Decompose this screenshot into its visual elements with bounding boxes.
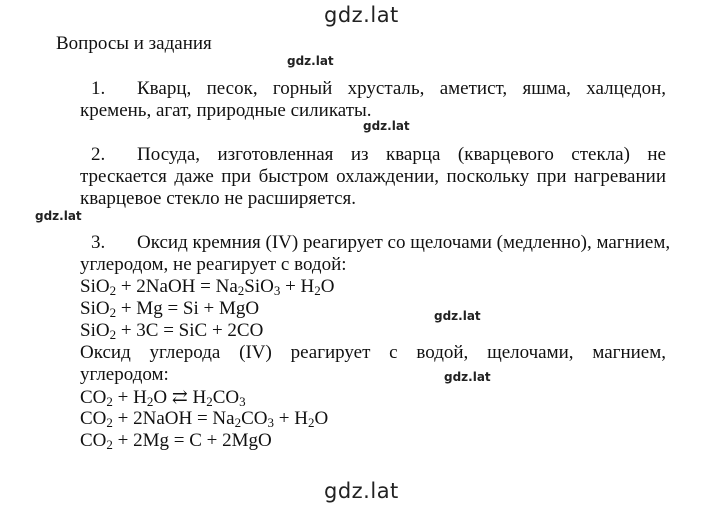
equation-co2-mg: $CO_2 + 2Mg = C + 2MgO$ <box>80 430 272 452</box>
watermark-small-1: gdz.lat <box>287 54 334 68</box>
equation-co2-h2o: $CO_2 + H_2O$ ⇄ $H_2CO_3$ <box>80 387 246 409</box>
equation-sio2-mg: SiO$_2$ + Mg = Si + MgO <box>80 298 260 320</box>
q3-number: 3. <box>91 232 106 253</box>
q3-line-1 <box>91 232 671 254</box>
q1-number: 1. <box>91 78 106 99</box>
equation-co2-naoh: $CO_2$ + 2NaOH = $Na_2CO_3 + H_2O$ <box>80 408 329 430</box>
q1-line-2: кремень, агат, природные силикаты. <box>80 100 372 121</box>
q1-line-1 <box>91 78 666 100</box>
q2-number: 2. <box>91 144 106 165</box>
watermark-small-5: gdz.lat <box>444 370 491 384</box>
watermark-small-2: gdz.lat <box>363 119 410 133</box>
q3-text-1: Оксид кремния (IV) реагирует со щелочами (медленно), магнием, <box>137 232 671 253</box>
equation-sio2-c: SiO$_2$ + 3C = SiC + 2CO <box>80 320 264 342</box>
watermark-small-4: gdz.lat <box>434 309 481 323</box>
watermark-small-3: gdz.lat <box>35 209 82 223</box>
watermark-top: gdz.lat <box>324 3 399 27</box>
q3-line-2: углеродом, не реагирует с водой: <box>80 254 347 275</box>
equation-sio2-naoh: SiO$_2$ + 2NaOH = $Na_2SiO_3 + H_2O$ <box>80 276 335 298</box>
q2-line-2: трескается даже при быстром охлаждении, поскольку при нагревании <box>80 166 666 187</box>
section-heading: Вопросы и задания <box>56 33 212 54</box>
q2-line-3: кварцевое стекло не расширяется. <box>80 188 357 209</box>
q2-text-1: Посуда, изготовленная из кварца (кварцевого стекла) не <box>137 144 666 165</box>
q3-line-4: углеродом: <box>80 364 169 385</box>
watermark-bottom: gdz.lat <box>324 479 399 503</box>
q2-line-1 <box>91 144 666 166</box>
q3-line-3: Оксид углерода (IV) реагирует с водой, щелочами, магнием, <box>80 342 666 363</box>
q1-text-1: Кварц, песок, горный хрусталь, аметист, яшма, халцедон, <box>137 78 666 99</box>
